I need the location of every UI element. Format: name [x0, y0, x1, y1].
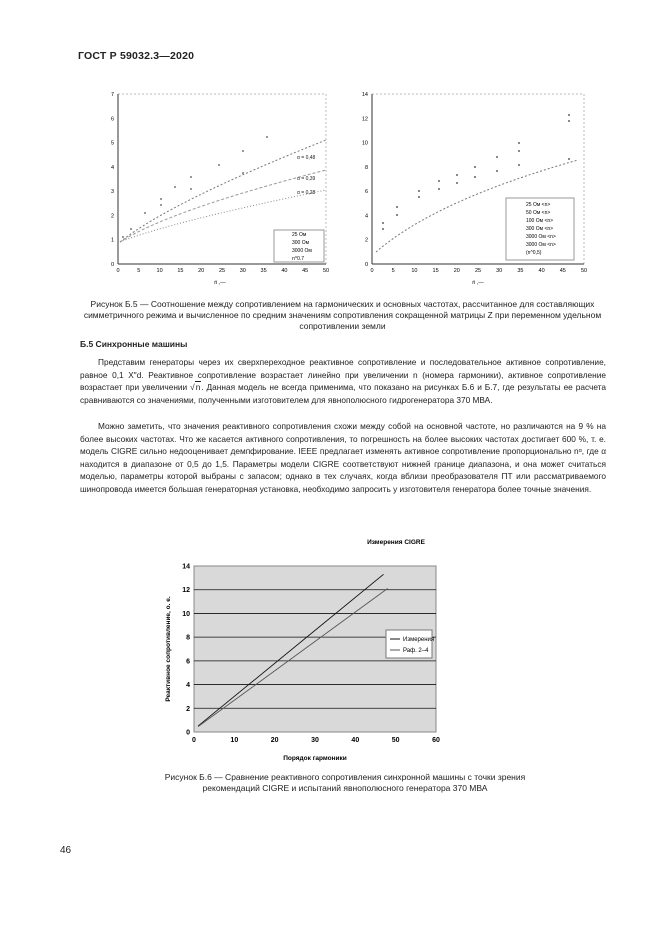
figure-b6-caption: Рисунок Б.6 — Сравнение реактивного сопротивления синхронной машины с точки зрения рекомендаций CIGRE и испытаний явнополюсного генератора 370 МВА [164, 772, 526, 793]
left-alpha-label-1: α = 0,48 [297, 155, 316, 161]
figure-b5-caption: Рисунок Б.5 — Соотношение между сопротивлением на гармонических и основных частотах, рассчитанное для составляющих симметричного режима и вычисленное по средним значениям сопротивления сокращенной матрицы Z при переменном удельном сопротивлении земли [83, 299, 602, 331]
b6-x-tick-label: 10 [230, 737, 239, 744]
left-legend-entry: 3000 Ом [292, 248, 312, 254]
b6-chart-title: Измерения CIGRE [367, 539, 425, 546]
left-chart-legend [274, 230, 324, 262]
paragraph-2: Можно заметить, что значения реактивного сопротивления схожи между собой на основной частоте, но различаются на 9 % на более высоких частотах. Что же касается активного сопротивления, то погрешность на более высоких частотах достигает 600 %, т. е. модель CIGRE сильно недооценивает демпфирование. IEEE предлагает изменять активное сопротивление пропорционально nᵅ, где α находится в диапазоне от 0,5 до 1,5. Параметры модели CIGRE соответствуют нижней границе диапазона, и она может считаться моделью, параметры которой выбраны с запасом; однако в тех случаях, когда вблизи преобразователя ПТ или рассматриваемого шинопровода имеется большая генераторная установка, необходимо запросить у изготовителя генератора более точные значения. [80, 421, 606, 494]
b6-x-tick-label: 60 [432, 737, 440, 744]
page-number: 46 [60, 845, 72, 856]
b6-legend-label-1: Измерения [403, 637, 435, 643]
y-tick-label: 1 [110, 237, 114, 244]
section-title: Б.5 Синхронные машины [80, 339, 188, 349]
x-tick-label: 25 [218, 268, 226, 274]
x-tick-label: 30 [496, 268, 503, 274]
x-tick-label: 25 [474, 268, 482, 274]
y-tick-label: 8 [364, 164, 368, 171]
x-tick-label: 35 [260, 268, 267, 274]
figure-b6-chart [160, 536, 460, 764]
y-tick-label: 5 [110, 140, 114, 147]
sqrt-sign: √ [190, 382, 195, 393]
b6-y-tick-label: 10 [182, 610, 190, 618]
right-legend-entry: 3000 Ом <n> [526, 234, 556, 240]
b6-legend [386, 630, 434, 658]
y-tick-label: 0 [364, 262, 368, 268]
y-tick-label: 0 [110, 262, 114, 268]
right-legend-entry: 100 Ом <n> [526, 218, 554, 224]
right-legend-entry: 50 Ом <n> [526, 210, 551, 216]
left-alpha-label-2: α = 0,39 [297, 176, 316, 182]
b6-y-tick-label: 2 [186, 705, 190, 713]
y-tick-label: 7 [110, 92, 114, 98]
y-tick-label: 3 [110, 189, 114, 196]
b6-x-ticks [192, 737, 440, 744]
y-tick-label: 2 [110, 213, 114, 220]
left-legend-entry: 300 Ом [292, 240, 310, 246]
x-tick-label: 30 [239, 268, 246, 274]
x-tick-label: 40 [538, 268, 545, 274]
x-tick-label: 45 [559, 268, 566, 274]
right-legend-entry: 300 Ом <n> [526, 226, 554, 232]
left-legend-entry: n^0.7 [292, 256, 305, 262]
right-legend-entry: 25 Ом <n> [526, 202, 551, 208]
right-chart-legend [506, 198, 574, 260]
y-tick-label: 6 [110, 116, 114, 123]
left-chart-x-label: ń ,— [214, 280, 226, 286]
right-legend-entry: (n^0,5) [526, 250, 542, 256]
y-tick-label: 4 [110, 164, 114, 171]
y-tick-label: 12 [361, 116, 368, 123]
paragraph-1 [80, 356, 606, 406]
x-tick-label: 40 [281, 268, 288, 274]
left-legend-entry: 25 Ом [292, 232, 307, 238]
left-chart-y-ticks [111, 92, 114, 268]
right-chart-x-label: ń ,— [472, 280, 484, 286]
y-tick-label: 14 [361, 92, 368, 98]
figure-b5-right-chart [356, 90, 590, 288]
y-tick-label: 10 [361, 140, 368, 147]
x-tick-label: 35 [517, 268, 524, 274]
b6-x-tick-label: 20 [270, 737, 279, 744]
right-chart-x-ticks [370, 268, 587, 274]
b6-y-axis-label: Реактивное сопротивление, о. е. [165, 596, 172, 702]
b6-x-tick-label: 40 [351, 737, 360, 744]
paragraph-1-part-b: . Данная модель не всегда применима, что показано на рисунках Б.6 и Б.7, где результаты ее расчета сравниваются со значениями, полученными изготовителем для явнополюсного гидрогенератора 370 МВА. [80, 382, 607, 405]
right-legend-entry: 3000 Ом <n> [526, 242, 556, 248]
x-tick-label: 50 [322, 268, 330, 274]
b6-y-tick-label: 12 [182, 587, 190, 595]
x-tick-label: 10 [156, 268, 163, 274]
b6-y-ticks [182, 564, 190, 737]
b6-y-tick-label: 6 [186, 658, 190, 666]
b6-x-tick-label: 50 [391, 737, 400, 744]
paragraph-1-part-a: Представим генераторы через их сверхпереходное реактивное сопротивление и последовательное активное сопротивление, равное 0,1 X″d. Реактивное сопротивление возрастает линейно при увеличении n (номера гармоники), активное сопротивление возрастает при увеличении [80, 357, 606, 393]
y-tick-label: 6 [364, 189, 368, 196]
x-tick-label: 15 [432, 268, 439, 274]
sqrt-radicand: n [195, 382, 201, 393]
b6-y-tick-label: 4 [186, 682, 190, 690]
b6-y-tick-label: 0 [186, 729, 190, 737]
b6-y-tick-label: 8 [186, 634, 190, 642]
b6-x-tick-label: 30 [311, 737, 319, 744]
x-tick-label: 45 [302, 268, 309, 274]
x-tick-label: 15 [177, 268, 184, 274]
b6-x-tick-label: 0 [192, 737, 196, 744]
x-tick-label: 0 [116, 268, 120, 274]
b6-x-axis-label: Порядок гармоники [283, 755, 347, 762]
x-tick-label: 20 [453, 268, 460, 274]
document-header: ГОСТ Р 59032.3—2020 [78, 50, 195, 62]
y-tick-label: 4 [364, 213, 368, 220]
x-tick-label: 20 [198, 268, 205, 274]
x-tick-label: 50 [580, 268, 588, 274]
right-chart-y-ticks [362, 92, 368, 268]
b6-y-tick-label: 14 [182, 563, 190, 571]
figure-b5-left-chart [100, 92, 332, 288]
x-tick-label: 0 [370, 268, 374, 274]
x-tick-label: 5 [391, 268, 395, 274]
x-tick-label: 10 [411, 268, 418, 274]
b6-legend-label-2: Раф. 2–4 [403, 648, 429, 654]
left-chart-x-ticks [116, 268, 329, 274]
y-tick-label: 2 [364, 237, 368, 244]
x-tick-label: 5 [137, 268, 141, 274]
left-alpha-label-3: α = 0,28 [297, 190, 316, 196]
